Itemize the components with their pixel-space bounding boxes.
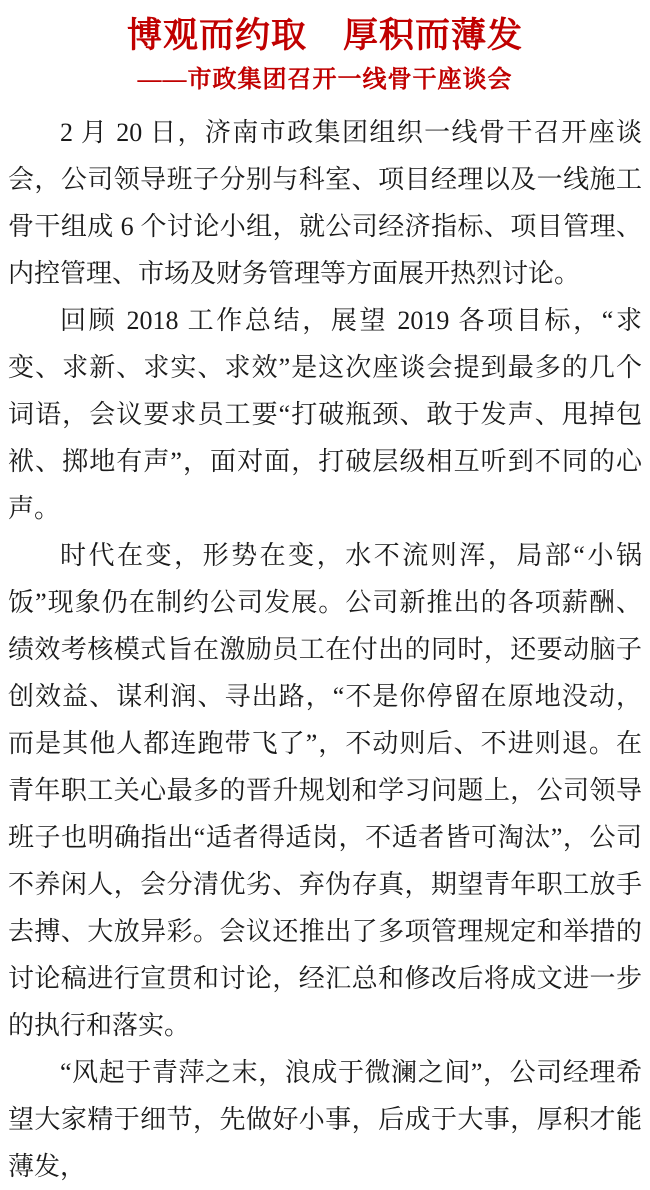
paragraph-4: “风起于青萍之末，浪成于微澜之间”，公司经理希望大家精于细节，先做好小事，后成于大事，厚积才能薄发， bbox=[8, 1058, 642, 1181]
article-title: 博观而约取 厚积而薄发 bbox=[126, 16, 523, 55]
paragraph-2: 回顾 2018 工作总结，展望 2019 各项目标，“求变、求新、求实、求效”是这次座谈会提到最多的几个词语，会议要求员工要“打破瓶颈、敢于发声、甩掉包袱、掷地有声”，面对面，打破层级相互听到不同的心声。 bbox=[8, 306, 642, 523]
article-subtitle: ——市政集团召开一线骨干座谈会 bbox=[137, 67, 513, 93]
article-body bbox=[8, 109, 642, 1190]
paragraph-1: 2 月 20 日，济南市政集团组织一线骨干召开座谈会，公司领导班子分别与科室、项目经理以及一线施工骨干组成 6 个讨论小组，就公司经济指标、项目管理、内控管理、市场及财务管理等方面展开热烈讨论。 bbox=[8, 118, 642, 288]
paragraph-3: 时代在变，形势在变，水不流则浑，局部“小锅饭”现象仍在制约公司发展。公司新推出的各项薪酬、绩效考核模式旨在激励员工在付出的同时，还要动脑子创效益、谋利润、寻出路，“不是你停留在原地没动，而是其他人都连跑带飞了”，不动则后、不进则退。在青年职工关心最多的晋升规划和学习问题上，公司领导班子也明确指出“适者得适岗，不适者皆可淘汰”，公司不养闲人，会分清优劣、弃伪存真，期望青年职工放手去搏、大放异彩。会议还推出了多项管理规定和举措的讨论稿进行宣贯和讨论，经汇总和修改后将成文进一步的执行和落实。 bbox=[8, 541, 642, 1040]
